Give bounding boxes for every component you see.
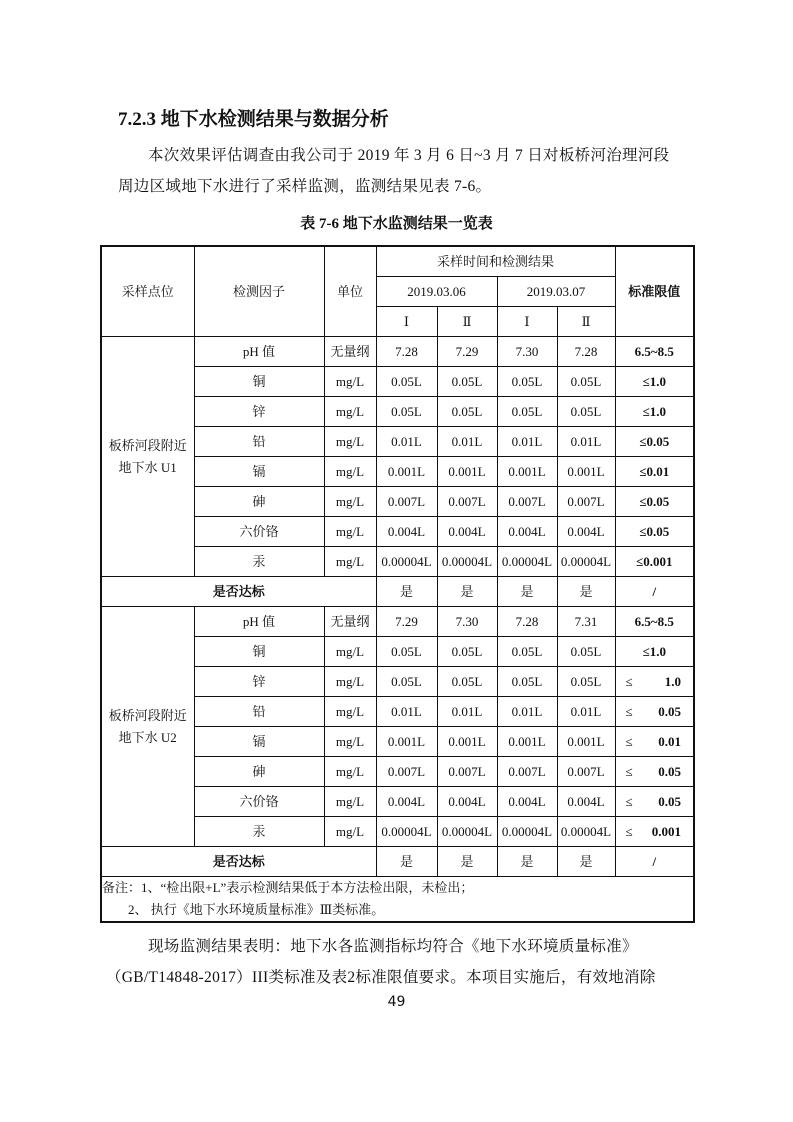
value-cell: 7.28	[557, 337, 615, 367]
value-cell: 0.001L	[376, 727, 437, 757]
value-cell: 7.31	[557, 607, 615, 637]
unit-cell: mg/L	[324, 787, 376, 817]
value-cell: 0.01L	[557, 697, 615, 727]
compliance-standard: /	[615, 577, 694, 607]
value-cell: 0.001L	[437, 727, 497, 757]
le-symbol: ≤	[625, 734, 633, 749]
unit-cell: mg/L	[324, 697, 376, 727]
value-cell: 0.004L	[497, 787, 557, 817]
standard-cell: ≤1.0	[615, 397, 694, 427]
standard-cell: ≤1.0	[615, 367, 694, 397]
value-cell: 0.05L	[557, 637, 615, 667]
value-cell: 0.05L	[557, 367, 615, 397]
unit-cell: mg/L	[324, 487, 376, 517]
factor-cell: 铜	[194, 367, 324, 397]
standard-cell	[615, 817, 694, 847]
value-cell: 0.001L	[376, 457, 437, 487]
standard-cell: ≤1.0	[615, 637, 694, 667]
header-sample: Ⅰ	[376, 307, 437, 337]
value-cell: 0.001L	[557, 727, 615, 757]
unit-cell: 无量纲	[324, 337, 376, 367]
value-cell: 0.00004L	[497, 817, 557, 847]
unit-cell: mg/L	[324, 757, 376, 787]
factor-cell: 砷	[194, 487, 324, 517]
value-cell: 0.001L	[437, 457, 497, 487]
compliance-standard: /	[615, 847, 694, 877]
value-cell: 0.05L	[497, 667, 557, 697]
value-cell: 0.01L	[497, 697, 557, 727]
value-cell: 0.004L	[557, 517, 615, 547]
standard-cell: ≤0.05	[615, 427, 694, 457]
header-unit: 单位	[324, 246, 376, 337]
conclusion-line-2: （GB/T14848-2017）III类标准及表2标准限值要求。本项目实施后，有效地消除	[106, 969, 656, 986]
compliance-row	[101, 577, 694, 607]
value-cell: 0.05L	[437, 397, 497, 427]
intro-line-1: 本次效果评估调查由我公司于 2019 年 3 月 6 日~3 月 7 日对板桥河治理河段	[148, 147, 670, 164]
value-cell: 0.05L	[376, 397, 437, 427]
value-cell: 0.004L	[437, 787, 497, 817]
standard-cell	[615, 787, 694, 817]
header-sample: Ⅱ	[557, 307, 615, 337]
value-cell: 0.05L	[497, 367, 557, 397]
standard-cell	[615, 697, 694, 727]
factor-cell: 六价铬	[194, 787, 324, 817]
header-date: 2019.03.06	[376, 277, 497, 307]
value-cell: 0.004L	[376, 517, 437, 547]
value-cell: 0.05L	[437, 367, 497, 397]
factor-cell: 镉	[194, 727, 324, 757]
standard-cell	[615, 667, 694, 697]
note-row	[101, 877, 694, 900]
value-cell: 0.05L	[557, 397, 615, 427]
compliance-label: 是否达标	[101, 577, 376, 607]
value-cell: 7.30	[497, 337, 557, 367]
unit-cell: mg/L	[324, 517, 376, 547]
factor-cell: 汞	[194, 547, 324, 577]
value-cell: 0.05L	[557, 667, 615, 697]
factor-cell: 铅	[194, 427, 324, 457]
value-cell: 0.00004L	[437, 547, 497, 577]
header-sample: Ⅱ	[437, 307, 497, 337]
value-cell: 0.01L	[497, 427, 557, 457]
standard-value: 0.05	[658, 704, 682, 719]
value-cell: 0.001L	[557, 457, 615, 487]
factor-cell: 锌	[194, 667, 324, 697]
unit-cell: mg/L	[324, 727, 376, 757]
le-symbol: ≤	[625, 704, 633, 719]
standard-value: 1.0	[664, 674, 682, 689]
le-symbol: ≤	[625, 764, 633, 779]
value-cell: 0.007L	[557, 487, 615, 517]
table-and-conclusion	[100, 245, 693, 1011]
compliance-value: 是	[557, 847, 615, 877]
standard-cell: 6.5~8.5	[615, 337, 694, 367]
factor-cell: 镉	[194, 457, 324, 487]
le-symbol: ≤	[625, 674, 633, 689]
value-cell: 0.007L	[437, 757, 497, 787]
compliance-value: 是	[557, 577, 615, 607]
factor-cell: 汞	[194, 817, 324, 847]
header-standard: 标准限值	[615, 246, 694, 337]
value-cell: 0.007L	[497, 487, 557, 517]
header-sample: Ⅰ	[497, 307, 557, 337]
value-cell: 0.01L	[376, 697, 437, 727]
value-cell: 0.00004L	[376, 547, 437, 577]
unit-cell: mg/L	[324, 427, 376, 457]
unit-cell: mg/L	[324, 547, 376, 577]
value-cell: 7.29	[376, 607, 437, 637]
value-cell: 0.05L	[376, 367, 437, 397]
value-cell: 0.007L	[557, 757, 615, 787]
table-note: 2、 执行《地下水环境质量标准》Ⅲ类标准。	[101, 899, 694, 922]
conclusion-line-1: 现场监测结果表明：地下水各监测指标均符合《地下水环境质量标准》	[148, 938, 638, 955]
value-cell: 0.004L	[437, 517, 497, 547]
compliance-label: 是否达标	[101, 847, 376, 877]
compliance-row	[101, 847, 694, 877]
unit-cell: mg/L	[324, 637, 376, 667]
compliance-value: 是	[437, 847, 497, 877]
value-cell: 0.007L	[376, 757, 437, 787]
value-cell: 0.05L	[376, 667, 437, 697]
value-cell: 0.004L	[376, 787, 437, 817]
standard-cell: ≤0.01	[615, 457, 694, 487]
site-name: 板桥河段附近 地下水 U1	[101, 337, 194, 577]
standard-cell	[615, 727, 694, 757]
unit-cell: mg/L	[324, 667, 376, 697]
site-name: 板桥河段附近 地下水 U2	[101, 607, 194, 847]
table-note: 备注：1、“检出限+L”表示检测结果低于本方法检出限，未检出；	[101, 877, 694, 900]
value-cell: 0.007L	[376, 487, 437, 517]
compliance-value: 是	[376, 577, 437, 607]
unit-cell: mg/L	[324, 367, 376, 397]
page-number: 49	[387, 994, 406, 1010]
compliance-value: 是	[497, 577, 557, 607]
standard-value: 0.001	[651, 824, 682, 839]
value-cell: 0.00004L	[557, 547, 615, 577]
header-date: 2019.03.07	[497, 277, 615, 307]
value-cell: 0.001L	[497, 727, 557, 757]
le-symbol: ≤	[625, 794, 633, 809]
value-cell: 0.004L	[557, 787, 615, 817]
unit-cell: mg/L	[324, 397, 376, 427]
header-group: 采样时间和检测结果	[376, 246, 615, 277]
compliance-value: 是	[376, 847, 437, 877]
value-cell: 0.05L	[497, 397, 557, 427]
value-cell: 7.30	[437, 607, 497, 637]
table-row	[101, 337, 694, 367]
section-heading: 7.2.3 地下水检测结果与数据分析	[118, 109, 389, 130]
compliance-value: 是	[437, 577, 497, 607]
factor-cell: 砷	[194, 757, 324, 787]
value-cell: 0.007L	[437, 487, 497, 517]
unit-cell: mg/L	[324, 457, 376, 487]
value-cell: 0.00004L	[557, 817, 615, 847]
standard-cell	[615, 757, 694, 787]
factor-cell: 铜	[194, 637, 324, 667]
value-cell: 0.01L	[557, 427, 615, 457]
value-cell: 7.28	[497, 607, 557, 637]
standard-value: 0.05	[658, 794, 682, 809]
factor-cell: 铅	[194, 697, 324, 727]
note-row	[101, 899, 694, 922]
value-cell: 0.05L	[437, 637, 497, 667]
unit-cell: 无量纲	[324, 607, 376, 637]
unit-cell: mg/L	[324, 817, 376, 847]
value-cell: 0.00004L	[437, 817, 497, 847]
value-cell: 0.004L	[497, 517, 557, 547]
value-cell: 0.01L	[437, 427, 497, 457]
value-cell: 0.05L	[497, 637, 557, 667]
value-cell: 0.01L	[437, 697, 497, 727]
standard-cell: ≤0.05	[615, 487, 694, 517]
standard-value: 0.01	[658, 734, 682, 749]
value-cell: 0.00004L	[376, 817, 437, 847]
value-cell: 0.00004L	[497, 547, 557, 577]
le-symbol: ≤	[625, 824, 633, 839]
value-cell: 7.29	[437, 337, 497, 367]
standard-cell: 6.5~8.5	[615, 607, 694, 637]
value-cell: 0.05L	[437, 667, 497, 697]
value-cell: 7.28	[376, 337, 437, 367]
table-caption: 表 7-6 地下水监测结果一览表	[300, 216, 493, 232]
intro-line-2: 周边区域地下水进行了采样监测，监测结果见表 7-6。	[118, 178, 492, 195]
value-cell: 0.007L	[497, 757, 557, 787]
table-row	[101, 607, 694, 637]
value-cell: 0.05L	[376, 637, 437, 667]
factor-cell: pH 值	[194, 337, 324, 367]
standard-cell: ≤0.001	[615, 547, 694, 577]
value-cell: 0.001L	[497, 457, 557, 487]
groundwater-results-table	[100, 245, 695, 923]
standard-value: 0.05	[658, 764, 682, 779]
header-factor: 检测因子	[194, 246, 324, 337]
value-cell: 0.01L	[376, 427, 437, 457]
factor-cell: 锌	[194, 397, 324, 427]
compliance-value: 是	[497, 847, 557, 877]
header-site: 采样点位	[101, 246, 194, 337]
factor-cell: 六价铬	[194, 517, 324, 547]
factor-cell: pH 值	[194, 607, 324, 637]
standard-cell: ≤0.05	[615, 517, 694, 547]
